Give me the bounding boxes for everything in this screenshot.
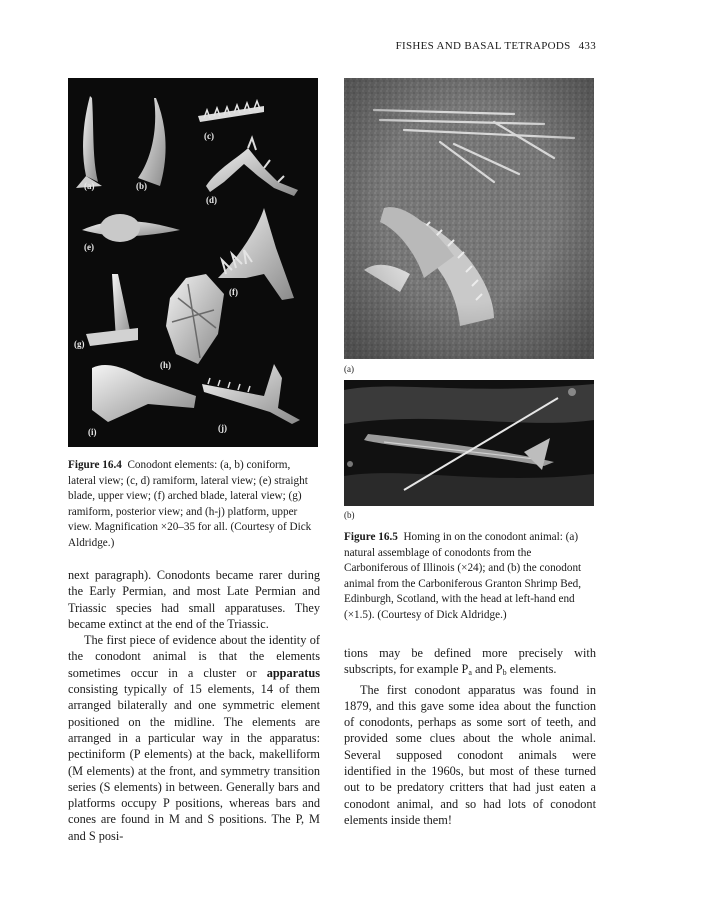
panel-label-a: (a)	[84, 181, 95, 191]
running-head-title: FISHES AND BASAL TETRAPODS	[395, 40, 571, 52]
figure-16-5-caption-number: Figure 16.5	[344, 531, 398, 543]
panel-label-c: (c)	[204, 131, 214, 141]
panel-label-j: (j)	[218, 423, 227, 433]
panel-label-b: (b)	[136, 181, 147, 191]
body-paragraph: next paragraph). Conodonts became rarer during the Early Permian, and most Late Permian and Triassic species had small apparatuses. They became extinct at the end of the Triassic.	[68, 568, 320, 631]
conodont-assemblage-photo	[344, 78, 594, 359]
element-h-platform	[166, 274, 224, 364]
figure-16-5b-label: (b)	[344, 510, 355, 520]
body-text: consisting typically of 15 elements, 14 of them arranged bilaterally and one symmetric element positioned on the midline. The elements are arranged in a particular way in the apparatus: pectiniform (P elements) at the back, makelliform (M elements) at the front, and symmetry transition series (S elements) in between. Generally bars and platforms occupy P positions, whereas bars and cones are found in M and S positions. The P, M and S posi-	[68, 682, 320, 843]
term-apparatus: apparatus	[266, 665, 320, 680]
panel-label-g: (g)	[74, 339, 85, 349]
body-text: and P	[471, 662, 503, 677]
subscript-a: a	[468, 668, 472, 678]
element-i-platform	[92, 365, 196, 422]
body-text: elements.	[506, 662, 557, 677]
body-column-left	[68, 567, 320, 844]
figure-16-5a-image	[344, 78, 594, 359]
element-a-coniform	[83, 96, 98, 182]
figure-16-4-caption	[68, 458, 320, 552]
element-j-platform	[202, 364, 300, 424]
figure-16-5a-label: (a)	[344, 364, 354, 374]
figure-16-5-caption	[344, 530, 596, 624]
element-d-ramiform	[206, 148, 298, 196]
panel-label-e: (e)	[84, 242, 94, 252]
figure-16-4-caption-number: Figure 16.4	[68, 459, 122, 471]
element-b-coniform	[138, 98, 166, 186]
figure-16-4-caption-text: Conodont elements: (a, b) coniform, lateral view; (c, d) ramiform, lateral view; (e) straight blade, upper view; (f) arched blade, lateral view; (g) ramiform, posterior view; and (h-j) platform, upper view. Magnification ×20–35 for all. (Courtesy of Dick Aldridge.)	[68, 459, 312, 549]
subscript-b: b	[502, 668, 507, 678]
body-paragraph: The first conodont apparatus was found in 1879, and this gave some idea about the function of conodonts, perhaps as some sort of teeth, and provided some clues about the whole animal. Several supposed conodont animals were identified in the 1960s, but most of these turned out to be predatory critters that had just eaten a conodont animal, and so had lots of conodont elements inside them!	[344, 682, 596, 827]
body-paragraph	[344, 645, 596, 682]
conodont-animal-fossil-photo	[344, 380, 594, 506]
panel-label-i: (i)	[88, 427, 97, 437]
body-text: The first piece of evidence about the identity of the conodont animal is that the elements sometimes occur in a cluster or	[68, 633, 320, 680]
running-head	[396, 40, 596, 52]
panel-label-f: (f)	[229, 287, 238, 297]
body-text: tions may be defined more precisely with subscripts, for example P	[344, 646, 596, 677]
panel-label-d: (d)	[206, 195, 217, 205]
page-number: 433	[578, 40, 596, 52]
body-paragraph	[68, 632, 320, 844]
conodont-elements-illustration	[68, 78, 318, 447]
figure-16-5-caption-text: Homing in on the conodont animal: (a) natural assemblage of conodonts from the Carboniferous of Illinois (×24); and (b) the conodont animal from the Carboniferous Granton Shrimp Bed, Edinburgh, Scotland, with the head at left-hand end (×1.5). (Courtesy of Dick Aldridge.)	[344, 531, 582, 621]
body-column-right	[344, 645, 596, 828]
panel-label-h: (h)	[160, 360, 171, 370]
figure-16-5b-image	[344, 380, 594, 506]
figure-16-4-image	[68, 78, 318, 447]
